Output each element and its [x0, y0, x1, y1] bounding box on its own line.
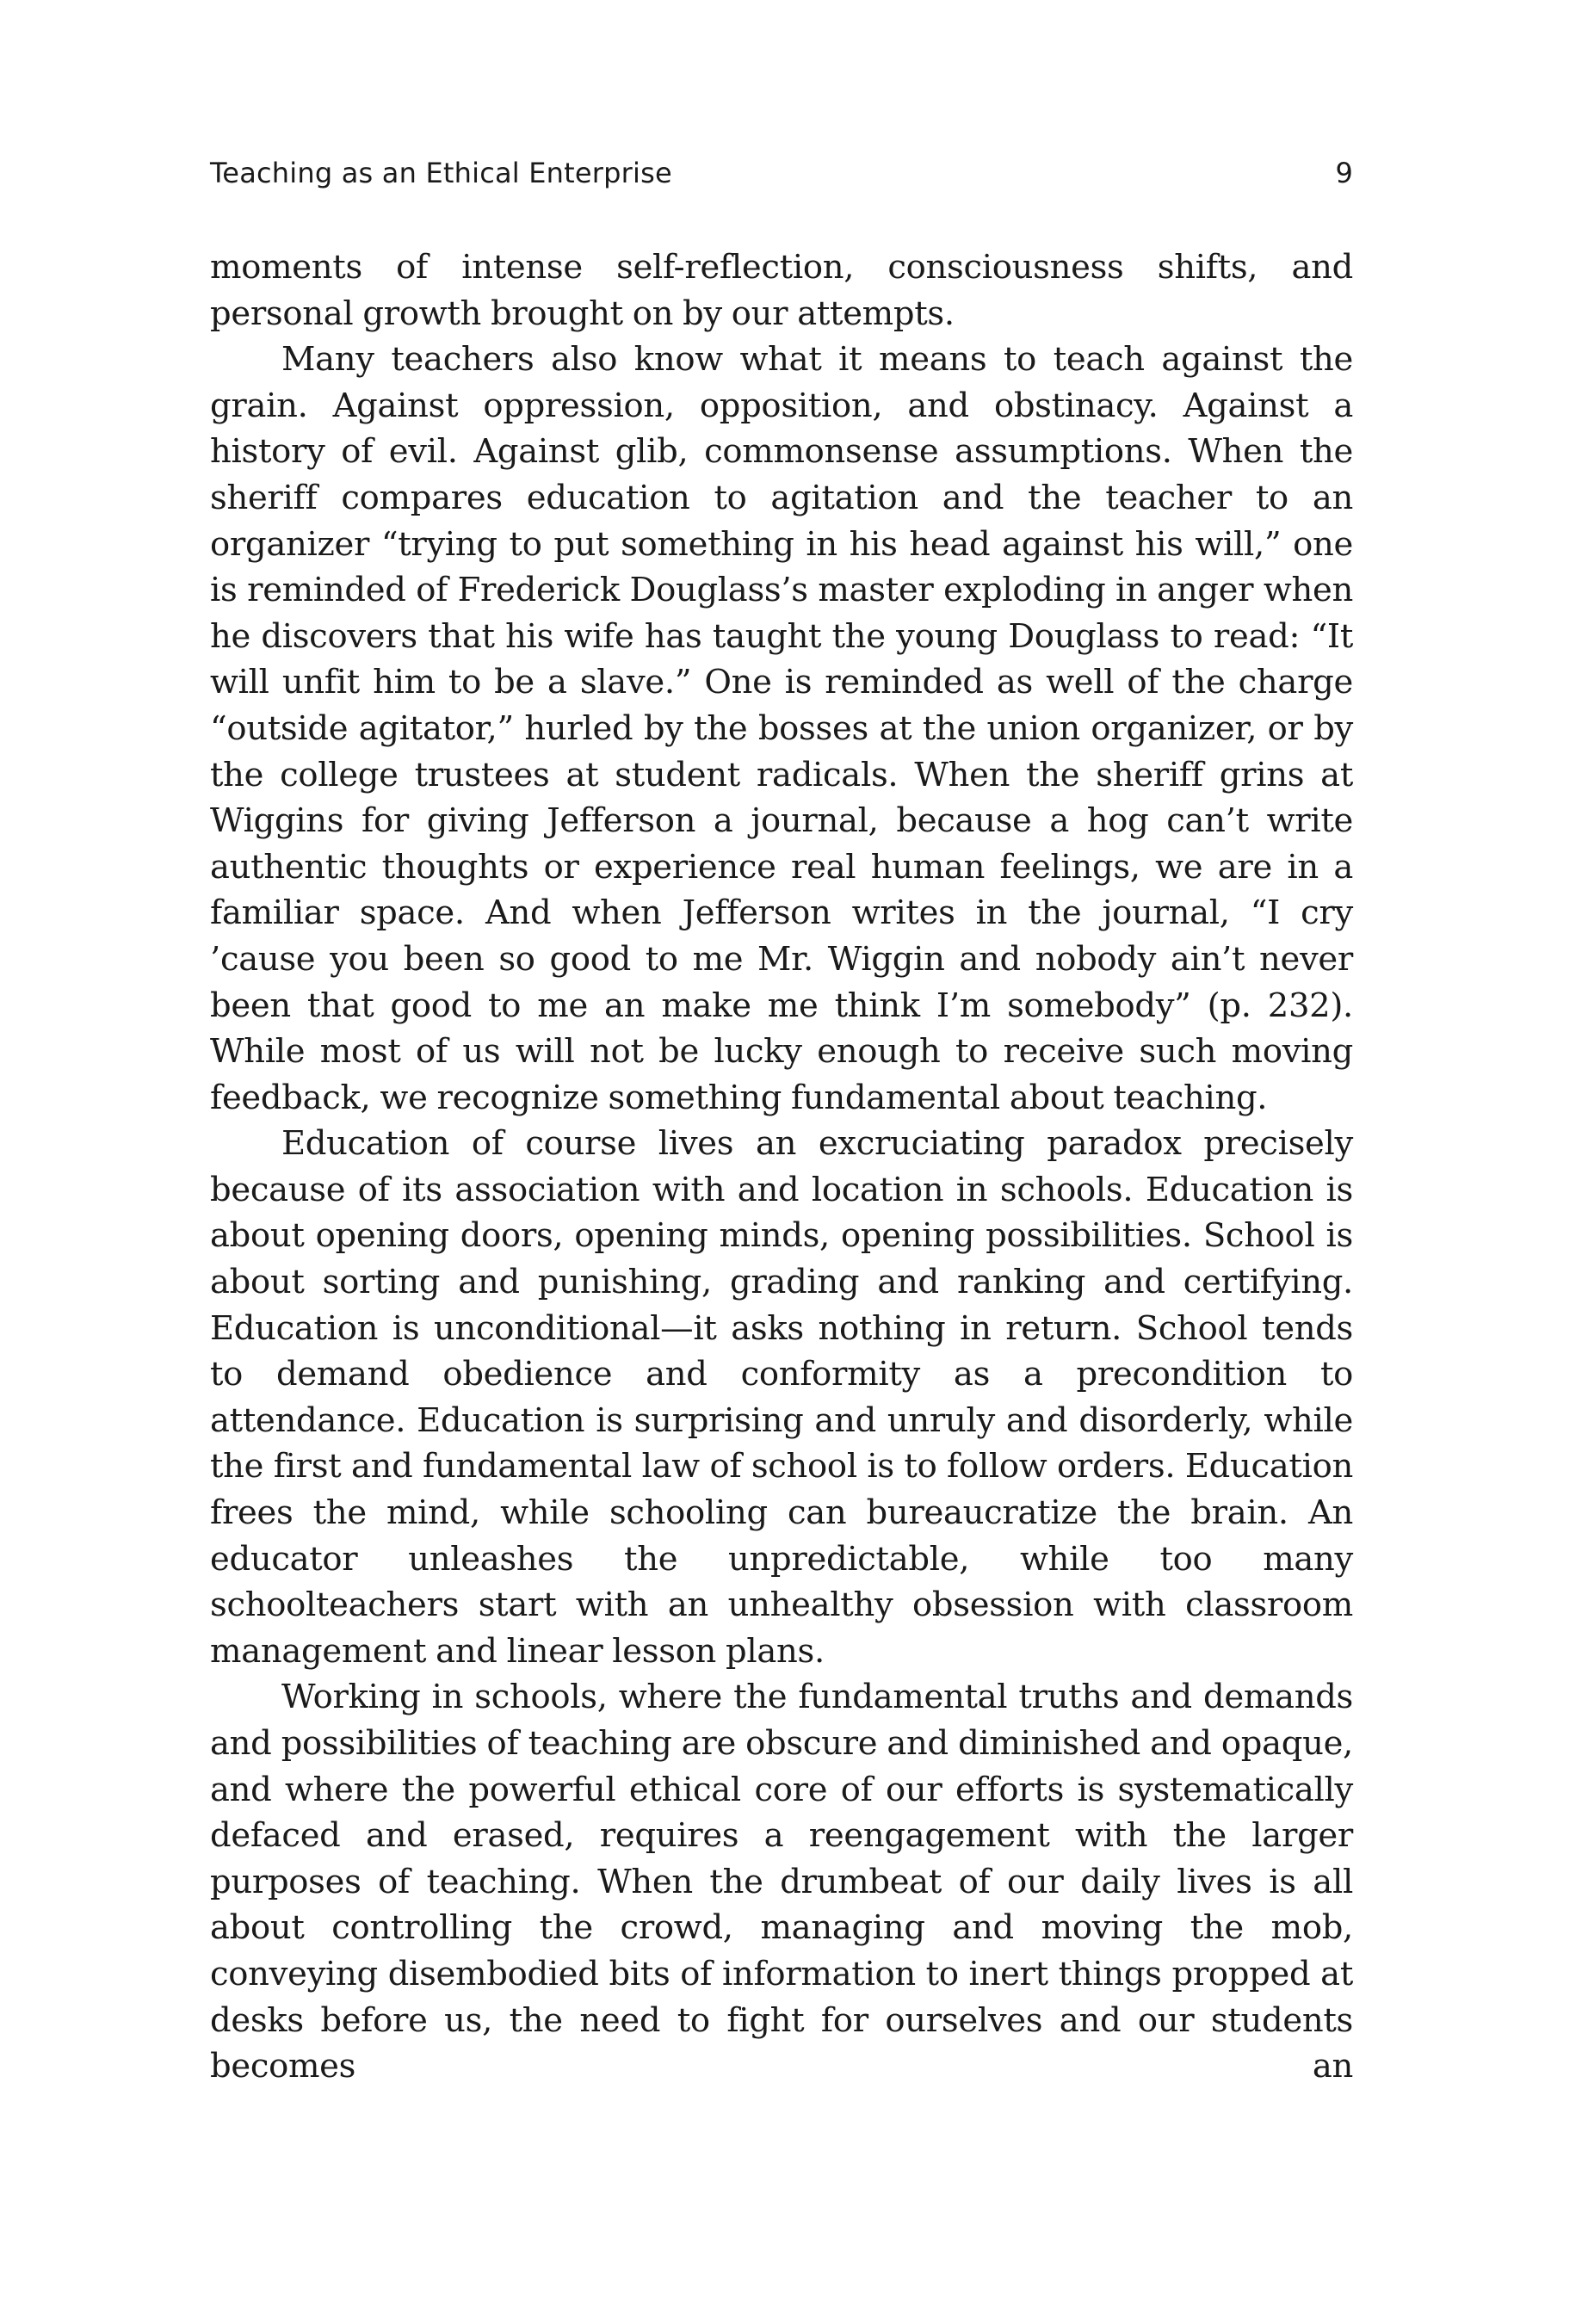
paragraph-continued: moments of intense self-reflection, consciousness shifts, and personal growth brought on by our attempts. [210, 248, 1353, 333]
paragraph: Working in schools, where the fundamental truths and demands and possibilities of teaching are obscure and diminished and opaque, and where the powerful ethical core of our efforts is systematically defaced and erased, requires a reengagement with the larger purposes of teaching. When the drumbeat of our daily lives is all about controlling the crowd, managing and moving the mob, conveying disembodied bits of information to inert things propped at desks before us, the need to fight for ourselves and our students becomes an [210, 1678, 1353, 2086]
body-text [210, 244, 1353, 2090]
page-number: 9 [1335, 157, 1353, 189]
running-head [210, 150, 1353, 193]
paragraph: Many teachers also know what it means to teach against the grain. Against oppression, opposition, and obstinacy. Against a history of evil. Against glib, commonsense assumptions. When the sheriff compares education to agitation and the teacher to an organizer “trying to put something in his head against his will,” one is reminded of Frederick Douglass’s master exploding in anger when he discovers that his wife has taught the young Douglass to read: “It will unfit him to be a slave.” One is reminded as well of the charge “outside agitator,” hurled by the bosses at the union organizer, or by the college trustees at student radicals. When the sheriff grins at Wiggins for giving Jefferson a journal, because a hog can’t write authentic thoughts or experience real human feelings, we are in a familiar space. And when Jefferson writes in the journal, “I cry ’cause you been so good to me Mr. Wiggin and nobody ain’t never been that good to me an make me think I’m somebody” (p. 232). While most of us will not be lucky enough to receive such moving feedback, we recognize something fundamental about teaching. [210, 340, 1353, 1117]
paragraph: Education of course lives an excruciating paradox precisely because of its association with and location in schools. Education is about opening doors, opening minds, opening possibilities. School is about sorting and punishing, grading and ranking and certifying. Education is unconditional—it asks nothing in return. School tends to demand obedience and conformity as a precondition to attendance. Education is surprising and unruly and disorderly, while the first and fundamental law of school is to follow orders. Education frees the mind, while schooling can bureaucratize the brain. An educator unleashes the unpredictable, while too many schoolteachers start with an unhealthy obsession with classroom management and linear lesson plans. [210, 1124, 1353, 1671]
running-head-title: Teaching as an Ethical Enterprise [210, 157, 672, 189]
